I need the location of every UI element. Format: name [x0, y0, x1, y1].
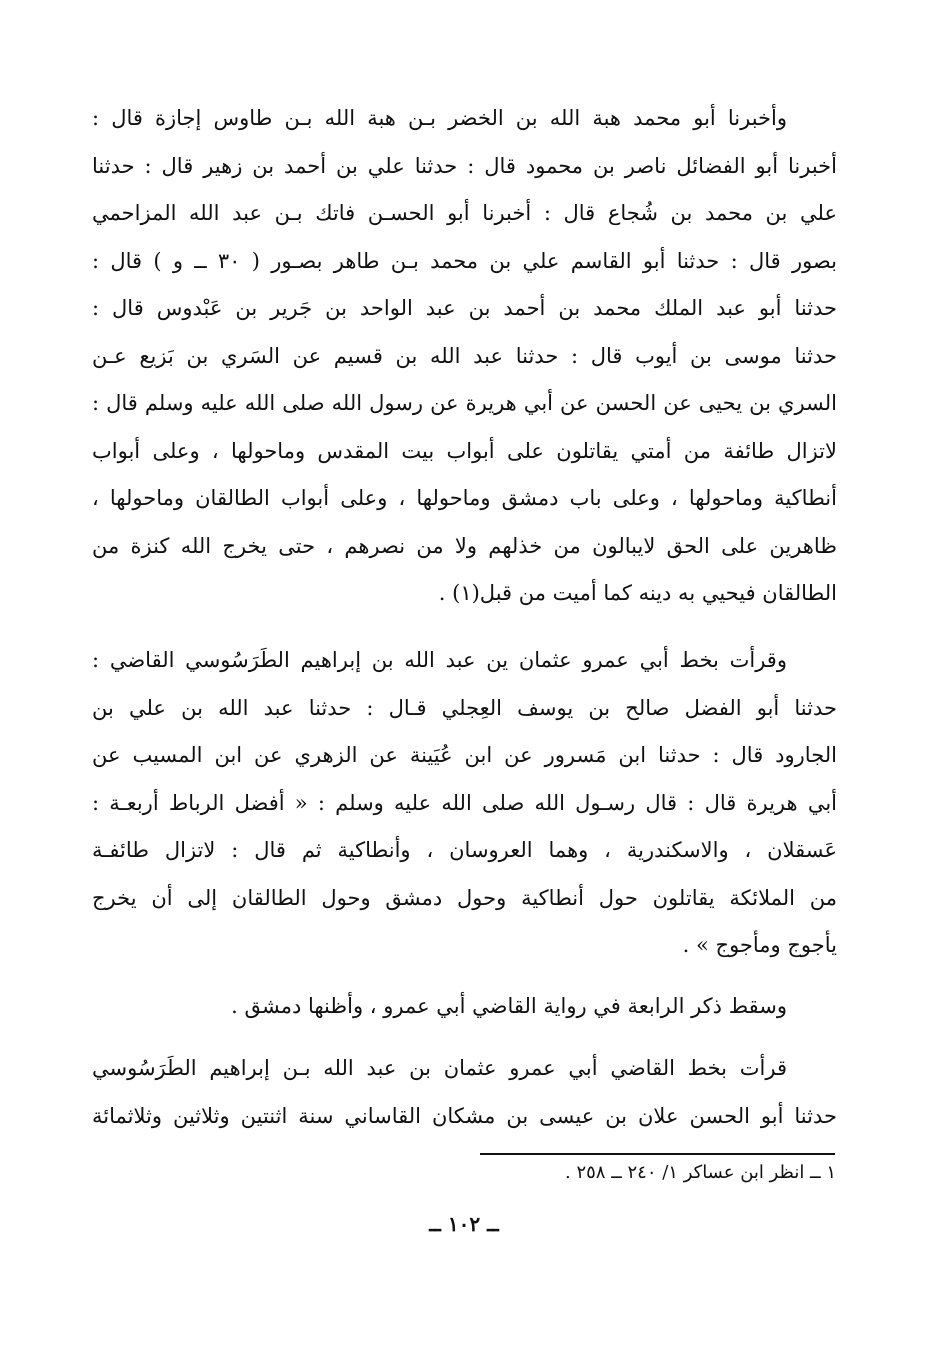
- text-line: وأخبرنا أبو محمد هبة الله بن الخضر بـن هبة الله بـن طاوس إجازة قال :: [92, 106, 787, 130]
- paragraph-1: [92, 95, 837, 618]
- footnote: ١ ــ انظر ابن عساكر ١/ ٢٤٠ ــ ٢٥٨ .: [565, 1162, 836, 1183]
- footnote-separator: [480, 1153, 835, 1155]
- text-line: أنطاكية وماحولها ، وعلى باب دمشق وماحولها ، وعلى أبواب الطالقان وماحولها ،: [92, 486, 837, 510]
- text-line: حدثنا أبو الحسن علان بن عيسى بن مشكان القاساني سنة اثنتين وثلاثين وثلاثمائة: [92, 1103, 837, 1128]
- text-line: أخبرنا أبو الفضائل ناصر بن محمود قال : حدثنا علي بن أحمد بن زهير قال : حدثنا: [92, 153, 837, 178]
- paragraph-2: [92, 637, 837, 970]
- text-line: من الملائكة يقاتلون حول أنطاكية وحول دمشق وحول الطالقان إلى أن يخرج: [92, 885, 837, 910]
- text-line: حدثنا موسى بن أيوب قال : حدثنا عبد الله بن قسيم عن السَري بن بَزيع عـن: [92, 343, 837, 368]
- text-line: حدثنا أبو الفضل صالح بن يوسف العِجلي قـال : حدثنا عبد الله بن علي بن: [92, 695, 837, 720]
- text-line: الجارود قال : حدثنا ابن مَسرور عن ابن عُيَينة عن الزهري عن ابن المسيب عن: [92, 743, 837, 767]
- paragraph-3: [92, 983, 837, 1031]
- paragraph-4: [92, 1045, 837, 1140]
- text-line: عَسقلان ، والاسكندرية ، وهما العروسان ، وأنطاكية ثم قال : لاتزال طائفـة: [92, 838, 837, 862]
- text-line: علي بن محمد بن شُجاع قال : أخبرنا أبو الحسـن فاتك بـن عبد الله المزاحمي: [92, 201, 837, 225]
- text-line: يأجوج ومأجوج » .: [682, 933, 837, 957]
- text-line: قرأت بخط القاضي أبي عمرو عثمان بن عبد الله بـن إبراهيم الطَرَسُوسي: [92, 1056, 787, 1080]
- page-number: ــ ١٠٢ ــ: [429, 1212, 499, 1236]
- text-line: حدثنا أبو عبد الملك محمد بن أحمد بن عبد الواحد بن جَرير بن عَبْدوس قال :: [92, 296, 837, 320]
- text-line: وسقط ذكر الرابعة في رواية القاضي أبي عمرو ، وأظنها دمشق .: [231, 994, 787, 1018]
- text-line: الطالقان فيحيي به دينه كما أميت من قبل(١) .: [438, 581, 837, 605]
- text-line: وقرأت بخط أبي عمرو عثمان ين عبد الله بن إبراهيم الطَرَسُوسي القاضي :: [92, 648, 787, 672]
- text-line: أبي هريرة قال : قال رسـول الله صلى الله عليه وسلم : « أفضل الرباط أربعـة :: [92, 790, 837, 815]
- text-line: لاتزال طائفة من أمتي يقاتلون على أبواب بيت المقدس وماحولها ، وعلى أبواب: [92, 438, 837, 463]
- text-line: السري بن يحيى عن الحسن عن أبي هريرة عن رسول الله صلى الله عليه وسلم قال :: [92, 391, 837, 415]
- text-line: بصور قال : حدثنا أبو القاسم علي بن محمد بـن طاهر بصـور ( ٣٠ ــ و ) قال :: [92, 248, 837, 273]
- text-line: ظاهرين على الحق لايبالون من خذلهم ولا من نصرهم ، حتى يخرج الله كنزة من: [92, 533, 837, 558]
